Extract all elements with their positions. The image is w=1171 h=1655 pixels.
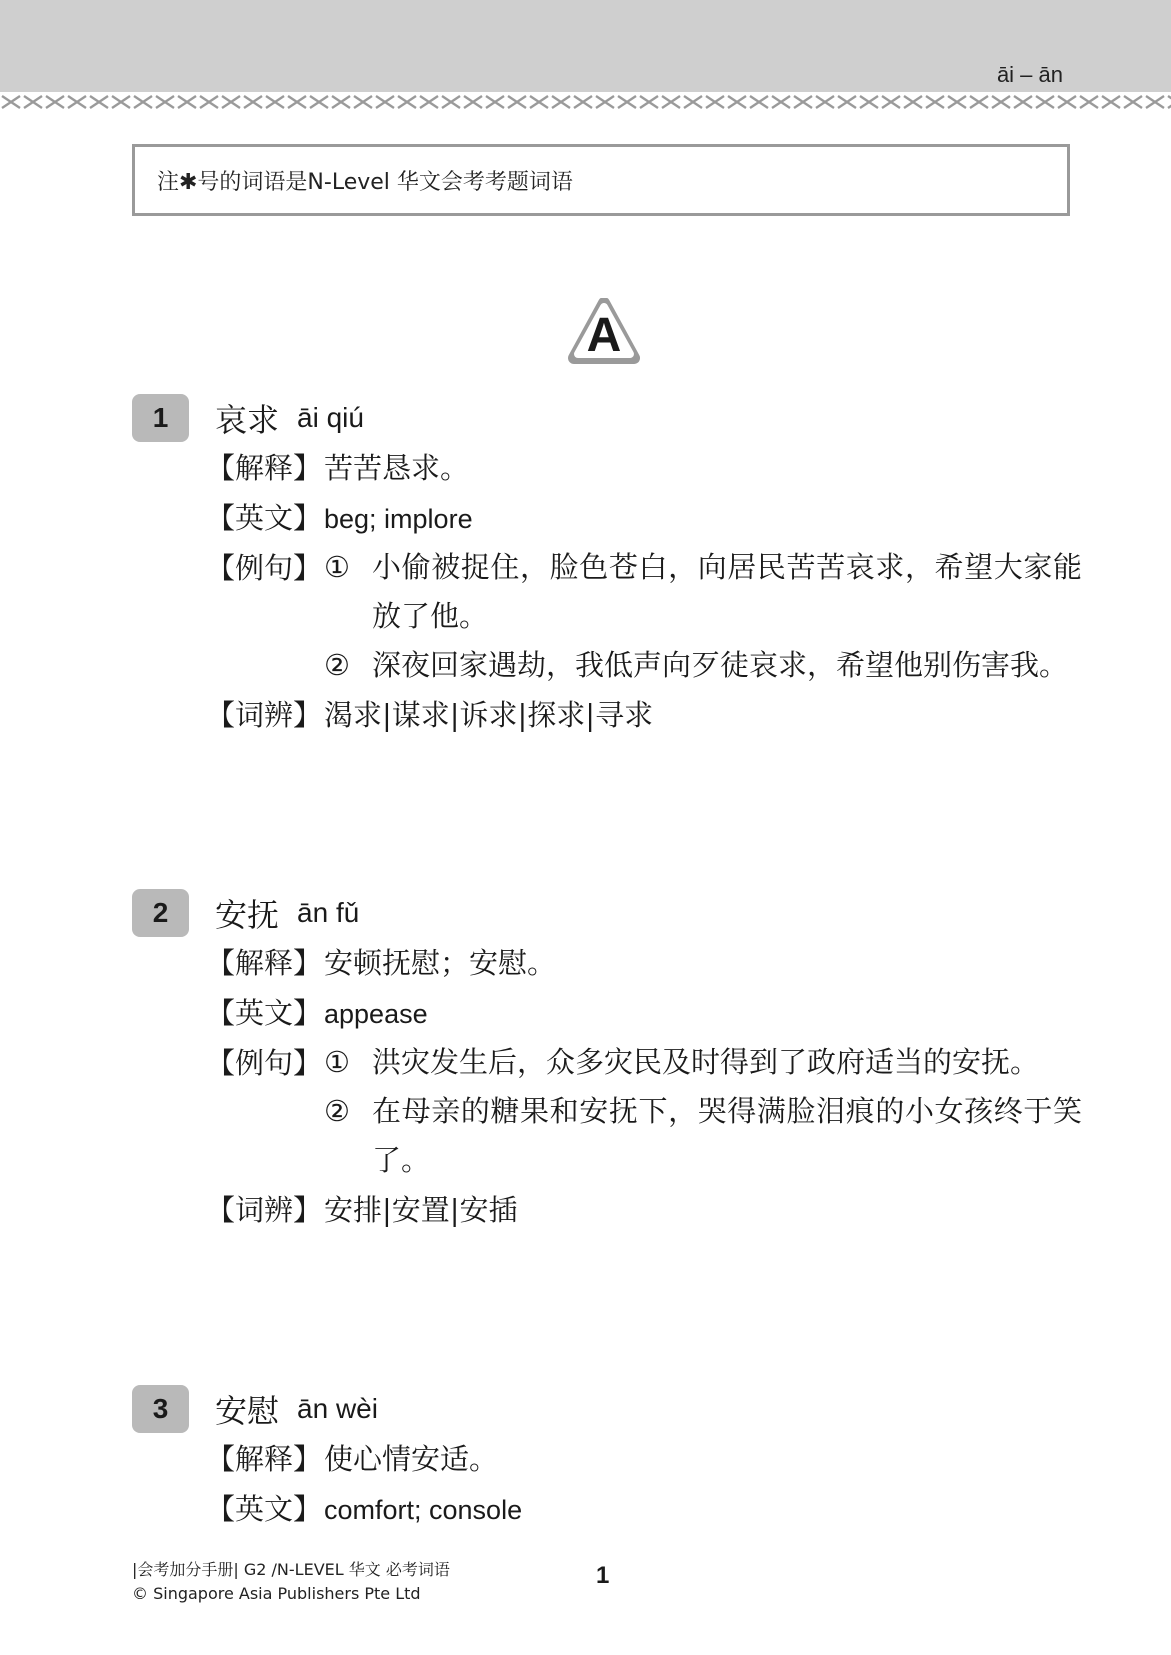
example-mark: ② bbox=[324, 1094, 350, 1128]
english-row bbox=[206, 1484, 522, 1534]
example-item bbox=[324, 641, 1082, 690]
meaning-row bbox=[206, 443, 1082, 493]
distinguish-text: 渴求|谋求|诉求|探求|寻求 bbox=[324, 698, 654, 732]
english-row bbox=[206, 988, 1082, 1038]
entry-1 bbox=[132, 393, 1082, 740]
pinyin: ān fǔ bbox=[297, 897, 360, 928]
english-text: appease bbox=[324, 999, 428, 1029]
meaning-text: 安顿抚慰；安慰。 bbox=[324, 946, 557, 980]
example-text: 在母亲的糖果和安抚下，哭得满脸泪痕的小女孩终于笑了。 bbox=[372, 1094, 1082, 1177]
entry-number-badge: 3 bbox=[132, 1385, 189, 1433]
example-item bbox=[324, 1087, 1082, 1185]
running-head: āi – ān bbox=[996, 62, 1063, 87]
example-text: 深夜回家遇劫，我低声向歹徒哀求，希望他别伤害我。 bbox=[372, 648, 1069, 682]
example-text: 洪灾发生后，众多灾民及时得到了政府适当的安抚。 bbox=[372, 1045, 1040, 1079]
section-letter-badge bbox=[568, 298, 640, 366]
entry-head bbox=[132, 393, 1082, 443]
notice-text: 注✱号的词语是N-Level 华文会考考题词语 bbox=[157, 169, 573, 195]
headword: 安慰 bbox=[215, 1392, 280, 1430]
footer-book-title: |会考加分手册| G2 /N-LEVEL 华文 必考词语 bbox=[132, 1560, 450, 1579]
entry-3 bbox=[132, 1384, 522, 1534]
notice-box bbox=[132, 144, 1070, 216]
pinyin: āi qiú bbox=[297, 402, 364, 433]
example-label: 【例句】 bbox=[206, 551, 323, 585]
distinguish-row bbox=[206, 1185, 1082, 1235]
example-mark: ① bbox=[324, 1045, 350, 1079]
meaning-label: 【解释】 bbox=[206, 1442, 323, 1476]
footer-copyright: © Singapore Asia Publishers Pte Ltd bbox=[132, 1584, 421, 1603]
section-letter: A bbox=[586, 309, 622, 362]
example-label: 【例句】 bbox=[206, 1046, 323, 1080]
meaning-text: 使心情安适。 bbox=[324, 1442, 499, 1476]
distinguish-label: 【词辨】 bbox=[206, 698, 323, 732]
example-item bbox=[324, 1038, 1082, 1087]
english-label: 【英文】 bbox=[206, 996, 323, 1030]
entry-number-badge: 1 bbox=[132, 394, 189, 442]
entry-2 bbox=[132, 888, 1082, 1235]
page-number: 1 bbox=[596, 1562, 610, 1589]
example-text: 小偷被捉住，脸色苍白，向居民苦苦哀求，希望大家能放了他。 bbox=[372, 550, 1082, 633]
example-mark: ① bbox=[324, 550, 350, 584]
meaning-row bbox=[206, 938, 1082, 988]
english-label: 【英文】 bbox=[206, 1492, 323, 1526]
example-mark: ② bbox=[324, 648, 350, 682]
english-text: comfort; console bbox=[324, 1495, 523, 1525]
meaning-text: 苦苦恳求。 bbox=[324, 451, 470, 485]
decorative-divider bbox=[0, 93, 1171, 111]
pinyin: ān wèi bbox=[297, 1393, 378, 1424]
distinguish-text: 安排|安置|安插 bbox=[324, 1193, 518, 1227]
headword: 哀求 bbox=[215, 401, 280, 439]
example-item bbox=[324, 543, 1082, 641]
meaning-label: 【解释】 bbox=[206, 946, 323, 980]
english-label: 【英文】 bbox=[206, 501, 323, 535]
entry-head bbox=[132, 1384, 522, 1434]
top-band bbox=[0, 0, 1171, 92]
distinguish-label: 【词辨】 bbox=[206, 1193, 323, 1227]
english-row bbox=[206, 493, 1082, 543]
headword: 安抚 bbox=[215, 896, 280, 934]
entry-number-badge: 2 bbox=[132, 889, 189, 937]
meaning-row bbox=[206, 1434, 522, 1484]
entry-head bbox=[132, 888, 1082, 938]
footer bbox=[132, 1558, 450, 1606]
meaning-label: 【解释】 bbox=[206, 451, 323, 485]
english-text: beg; implore bbox=[324, 504, 473, 534]
distinguish-row bbox=[206, 690, 1082, 740]
